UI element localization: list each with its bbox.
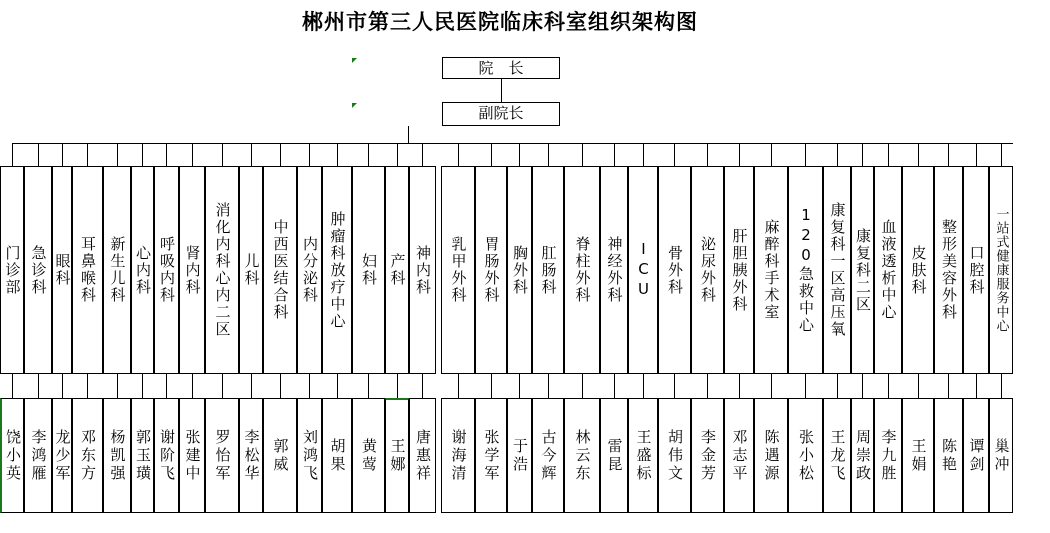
connector-line bbox=[337, 374, 338, 398]
department-head-box: 王盛标 bbox=[628, 398, 658, 513]
department-head-box: 谢海清 bbox=[441, 398, 475, 513]
connector-line bbox=[862, 143, 863, 166]
connector-line bbox=[12, 374, 13, 398]
connector-line bbox=[12, 143, 13, 166]
connector-line bbox=[251, 374, 252, 398]
connector-line bbox=[548, 143, 549, 166]
connector-line bbox=[918, 374, 919, 398]
department-head-box: 谢阶飞 bbox=[154, 398, 179, 513]
department-head-box: 杨凯强 bbox=[103, 398, 131, 513]
cell-marker-icon bbox=[352, 58, 357, 63]
department-box: 麻醉科手术室 bbox=[754, 166, 788, 374]
department-box: 胃肠外科 bbox=[475, 166, 507, 374]
connector-line bbox=[166, 374, 167, 398]
department-head-box: 古今辉 bbox=[532, 398, 564, 513]
department-box: 神内科 bbox=[409, 166, 436, 374]
connector-line bbox=[918, 143, 919, 166]
connector-line bbox=[948, 374, 949, 398]
department-box: 肾内科 bbox=[179, 166, 205, 374]
connector-line bbox=[368, 374, 369, 398]
connector-line bbox=[643, 374, 644, 398]
department-box: 神经外科 bbox=[600, 166, 628, 374]
department-head-box: 张学军 bbox=[475, 398, 507, 513]
department-head-box: 邓志平 bbox=[724, 398, 754, 513]
department-head-box: 巢冲 bbox=[989, 398, 1013, 513]
department-box: 血液透析中心 bbox=[874, 166, 902, 374]
department-head-box: 李金芳 bbox=[691, 398, 724, 513]
department-box: 产科 bbox=[385, 166, 409, 374]
connector-line bbox=[62, 143, 63, 166]
connector-line bbox=[739, 374, 740, 398]
department-head-box: 饶小英 bbox=[0, 398, 24, 513]
connector-line bbox=[458, 143, 459, 166]
connector-line bbox=[948, 143, 949, 166]
connector-line bbox=[771, 374, 772, 398]
connector-line bbox=[422, 143, 423, 166]
connector-line bbox=[771, 143, 772, 166]
connector-line bbox=[805, 143, 806, 166]
connector-line bbox=[368, 143, 369, 166]
department-box: 心内科 bbox=[131, 166, 154, 374]
connector-line bbox=[192, 143, 193, 166]
department-head-box: 龙少军 bbox=[52, 398, 72, 513]
department-box: 口腔科 bbox=[963, 166, 989, 374]
department-head-box: 王龙飞 bbox=[823, 398, 851, 513]
department-box: 耳鼻喉科 bbox=[72, 166, 103, 374]
connector-line bbox=[142, 374, 143, 398]
connector-line bbox=[408, 126, 409, 143]
department-head-box: 王娟 bbox=[902, 398, 934, 513]
department-box: 肛肠科 bbox=[532, 166, 564, 374]
department-box: ICU bbox=[628, 166, 658, 374]
vice-president-box: 副院长 bbox=[442, 102, 560, 126]
department-box: 泌尿外科 bbox=[691, 166, 724, 374]
connector-line bbox=[491, 143, 492, 166]
connector-line bbox=[142, 143, 143, 166]
connector-line bbox=[739, 143, 740, 166]
department-box: 内分泌科 bbox=[297, 166, 322, 374]
department-box: 消化内科心内二区 bbox=[205, 166, 239, 374]
connector-line bbox=[62, 374, 63, 398]
connector-line bbox=[117, 374, 118, 398]
department-box: 中西医结合科 bbox=[263, 166, 297, 374]
department-head-box: 林云东 bbox=[564, 398, 600, 513]
department-box: 整形美容外科 bbox=[934, 166, 963, 374]
connector-line bbox=[38, 374, 39, 398]
connector-line bbox=[309, 374, 310, 398]
department-box: 儿科 bbox=[239, 166, 263, 374]
president-box: 院 长 bbox=[442, 57, 560, 79]
department-head-box: 邓东方 bbox=[72, 398, 103, 513]
connector-line bbox=[117, 143, 118, 166]
connector-line bbox=[614, 374, 615, 398]
connector-line bbox=[192, 374, 193, 398]
connector-line bbox=[888, 374, 889, 398]
department-head-box: 黄莺 bbox=[352, 398, 385, 513]
connector-line bbox=[422, 374, 423, 398]
department-head-box: 陈遇源 bbox=[754, 398, 788, 513]
department-head-box: 谭剑 bbox=[963, 398, 989, 513]
cell-marker-icon bbox=[352, 103, 357, 108]
connector-line bbox=[280, 374, 281, 398]
department-head-box: 李松华 bbox=[239, 398, 263, 513]
connector-line bbox=[674, 143, 675, 166]
connector-line bbox=[491, 374, 492, 398]
department-box: 呼吸内科 bbox=[154, 166, 179, 374]
department-head-box: 张小松 bbox=[788, 398, 823, 513]
department-head-box: 张建中 bbox=[179, 398, 205, 513]
department-box: 一站式健康服务中心 bbox=[989, 166, 1013, 374]
department-box: 急诊科 bbox=[24, 166, 52, 374]
page-title: 郴州市第三人民医院临床科室组织架构图 bbox=[302, 9, 698, 34]
department-head-box: 罗怡军 bbox=[205, 398, 239, 513]
connector-line bbox=[862, 374, 863, 398]
department-box: 康复科二区 bbox=[851, 166, 874, 374]
department-head-box: 胡果 bbox=[322, 398, 352, 513]
connector-line bbox=[519, 143, 520, 166]
connector-line bbox=[87, 374, 88, 398]
department-box: 康复科一区高压氧 bbox=[823, 166, 851, 374]
department-box: 120急救中心 bbox=[788, 166, 823, 374]
connector-line bbox=[38, 143, 39, 166]
connector-line bbox=[87, 143, 88, 166]
connector-line bbox=[519, 374, 520, 398]
department-box: 肿瘤科放疗中心 bbox=[322, 166, 352, 374]
connector-line bbox=[888, 143, 889, 166]
department-head-box: 雷昆 bbox=[600, 398, 628, 513]
department-box: 新生儿科 bbox=[103, 166, 131, 374]
connector-line bbox=[397, 374, 398, 398]
department-head-box: 刘鸿飞 bbox=[297, 398, 322, 513]
department-box: 皮肤科 bbox=[902, 166, 934, 374]
connector-line bbox=[1001, 143, 1002, 166]
connector-line bbox=[976, 143, 977, 166]
department-head-box: 李九胜 bbox=[874, 398, 902, 513]
connector-line bbox=[643, 143, 644, 166]
department-box: 脊柱外科 bbox=[564, 166, 600, 374]
department-head-box: 郭威 bbox=[263, 398, 297, 513]
connector-line bbox=[837, 374, 838, 398]
connector-line bbox=[280, 143, 281, 166]
connector-line bbox=[13, 143, 1013, 144]
connector-line bbox=[337, 143, 338, 166]
connector-line bbox=[707, 374, 708, 398]
department-head-box: 唐惠祥 bbox=[409, 398, 436, 513]
connector-line bbox=[1001, 374, 1002, 398]
department-head-box: 李鸿雁 bbox=[24, 398, 52, 513]
connector-line bbox=[837, 143, 838, 166]
connector-line bbox=[582, 374, 583, 398]
department-head-box: 郭玉璜 bbox=[131, 398, 154, 513]
department-head-box: 胡伟文 bbox=[658, 398, 691, 513]
department-box: 乳甲外科 bbox=[441, 166, 475, 374]
connector-line bbox=[674, 374, 675, 398]
connector-line bbox=[582, 143, 583, 166]
connector-line bbox=[614, 143, 615, 166]
department-head-box: 陈艳 bbox=[934, 398, 963, 513]
department-box: 骨外科 bbox=[658, 166, 691, 374]
connector-line bbox=[222, 374, 223, 398]
department-box: 眼科 bbox=[52, 166, 72, 374]
department-head-box: 周崇政 bbox=[851, 398, 874, 513]
connector-line bbox=[976, 374, 977, 398]
department-box: 胸外科 bbox=[507, 166, 532, 374]
department-head-box: 于浩 bbox=[507, 398, 532, 513]
connector-line bbox=[501, 79, 502, 102]
connector-line bbox=[251, 143, 252, 166]
department-box: 门诊部 bbox=[0, 166, 24, 374]
connector-line bbox=[805, 374, 806, 398]
connector-line bbox=[458, 374, 459, 398]
connector-line bbox=[397, 143, 398, 166]
connector-line bbox=[222, 143, 223, 166]
connector-line bbox=[166, 143, 167, 166]
connector-line bbox=[309, 143, 310, 166]
department-box: 肝胆胰外科 bbox=[724, 166, 754, 374]
connector-line bbox=[707, 143, 708, 166]
department-head-box: 王娜 bbox=[385, 398, 409, 513]
department-box: 妇科 bbox=[352, 166, 385, 374]
connector-line bbox=[548, 374, 549, 398]
